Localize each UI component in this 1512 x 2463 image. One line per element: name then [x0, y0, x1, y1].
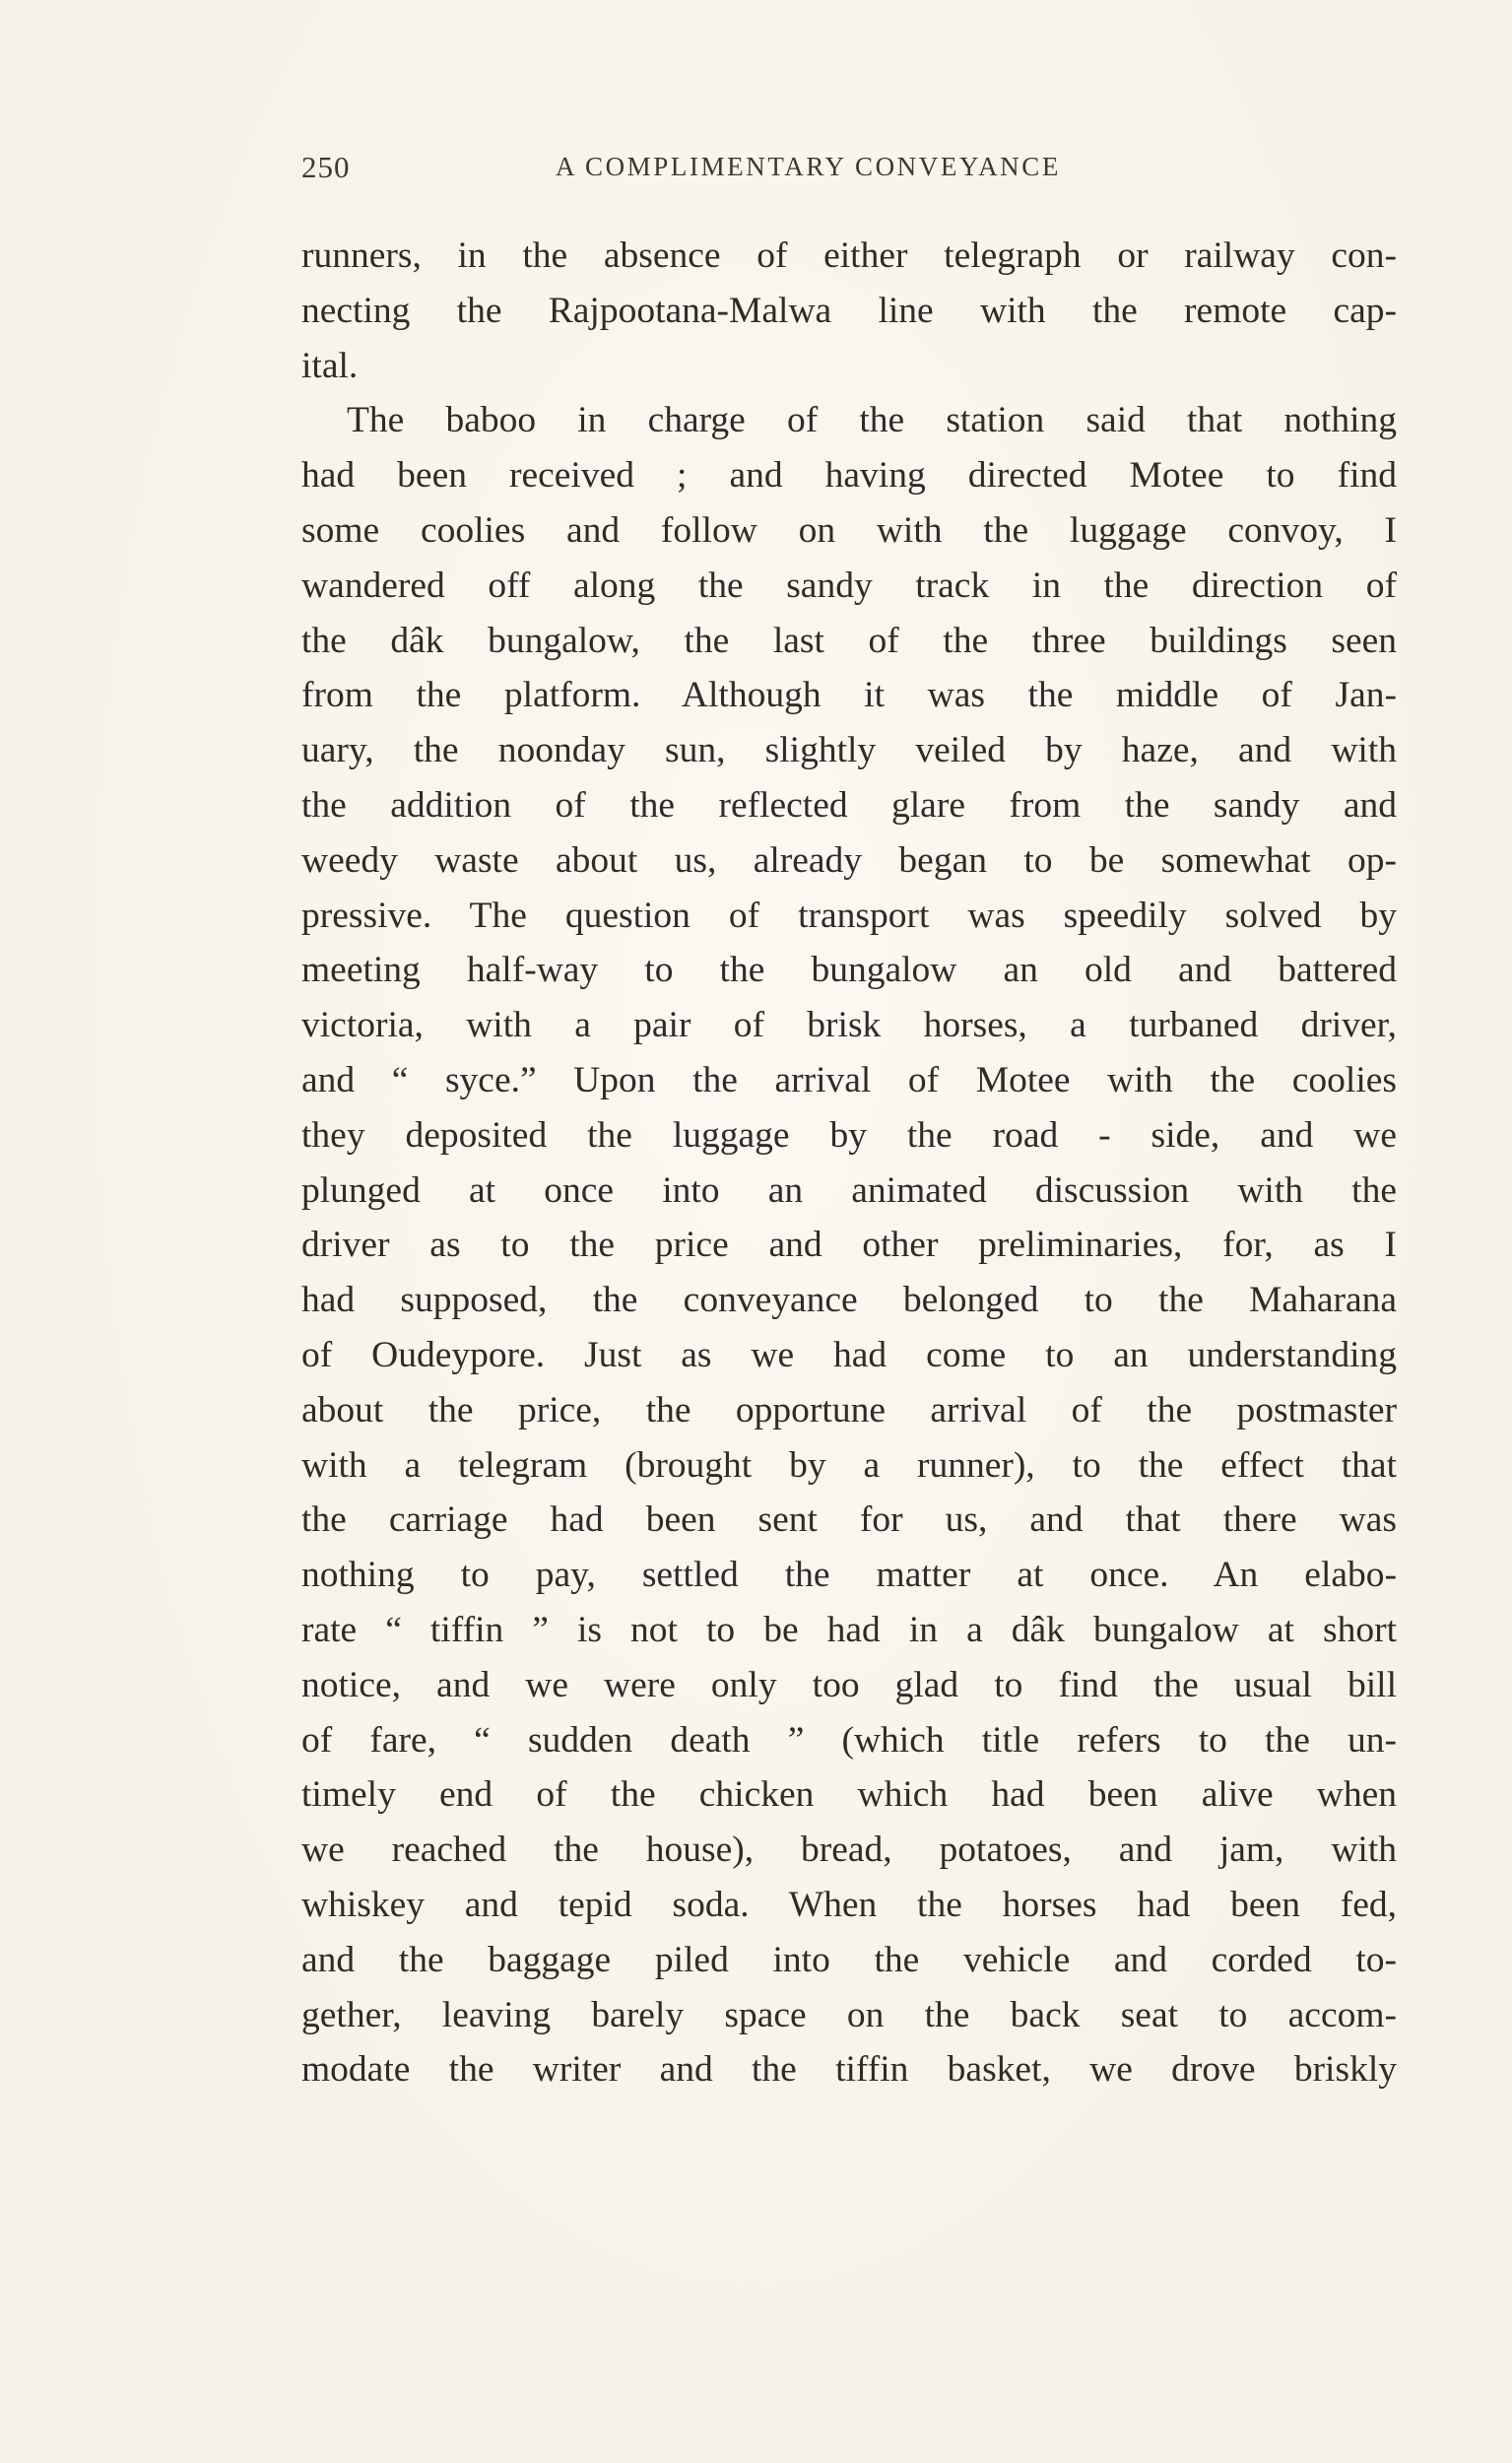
text-line: necting the Rajpootana-Malwa line with the remote cap- — [301, 290, 1397, 331]
text-line: runners, in the absence of either telegraph or railway con- — [301, 235, 1397, 276]
text-line: gether, leaving barely space on the back seat to accom- — [301, 1994, 1397, 2035]
text-line: uary, the noonday sun, slightly veiled by haze, and with — [301, 730, 1397, 771]
text-line: meeting half-way to the bungalow an old and battered — [301, 950, 1397, 991]
text-line: ital. — [301, 345, 359, 386]
text-line: from the platform. Although it was the middle of Jan- — [301, 675, 1397, 716]
text-line: and “ syce.” Upon the arrival of Motee with the coolies — [301, 1059, 1397, 1100]
text-line: whiskey and tepid soda. When the horses had been fed, — [301, 1884, 1397, 1925]
text-line: timely end of the chicken which had been alive when — [301, 1774, 1397, 1816]
text-line: the dâk bungalow, the last of the three buildings seen — [301, 620, 1397, 661]
text-line: plunged at once into an animated discussion with the — [301, 1169, 1397, 1211]
text-line: with a telegram (brought by a runner), to the effect that — [301, 1444, 1397, 1486]
page-number: 250 — [301, 150, 351, 184]
text-line: driver as to the price and other preliminaries, for, as I — [301, 1225, 1397, 1266]
running-head — [301, 150, 1397, 197]
text-line: notice, and we were only too glad to find the usual bill — [301, 1664, 1397, 1705]
text-line: modate the writer and the tiffin basket, we drove briskly — [301, 2049, 1397, 2091]
text-line: we reached the house), bread, potatoes, and jam, with — [301, 1830, 1397, 1871]
text-line: of fare, “ sudden death ” (which title refers to the un- — [301, 1719, 1397, 1761]
text-line: victoria, with a pair of brisk horses, a turbaned driver, — [301, 1005, 1397, 1046]
text-line: nothing to pay, settled the matter at once. An elabo- — [301, 1555, 1397, 1596]
text-line: had been received ; and having directed Motee to find — [301, 455, 1397, 497]
text-line: of Oudeypore. Just as we had come to an understanding — [301, 1334, 1397, 1375]
text-line: they deposited the luggage by the road - side, and we — [301, 1114, 1397, 1156]
text-line: weedy waste about us, already began to be somewhat op- — [301, 839, 1397, 881]
text-line: some coolies and follow on with the luggage convoy, I — [301, 509, 1397, 551]
body-text — [301, 229, 1397, 2097]
text-line: wandered off along the sandy track in the direction of — [301, 565, 1397, 606]
text-line: the carriage had been sent for us, and that there was — [301, 1499, 1397, 1541]
text-line: and the baggage piled into the vehicle and corded to- — [301, 1939, 1397, 1980]
text-line: about the price, the opportune arrival of the postmaster — [301, 1389, 1397, 1431]
text-line: had supposed, the conveyance belonged to the Maharana — [301, 1280, 1397, 1321]
text-line: rate “ tiffin ” is not to be had in a dâk bungalow at short — [301, 1609, 1397, 1650]
page-header-title: A COMPLIMENTARY CONVEYANCE — [556, 152, 1061, 181]
text-line: The baboo in charge of the station said that nothing — [347, 400, 1397, 441]
text-line: pressive. The question of transport was speedily solved by — [301, 895, 1397, 936]
text-line: the addition of the reflected glare from the sandy and — [301, 784, 1397, 826]
